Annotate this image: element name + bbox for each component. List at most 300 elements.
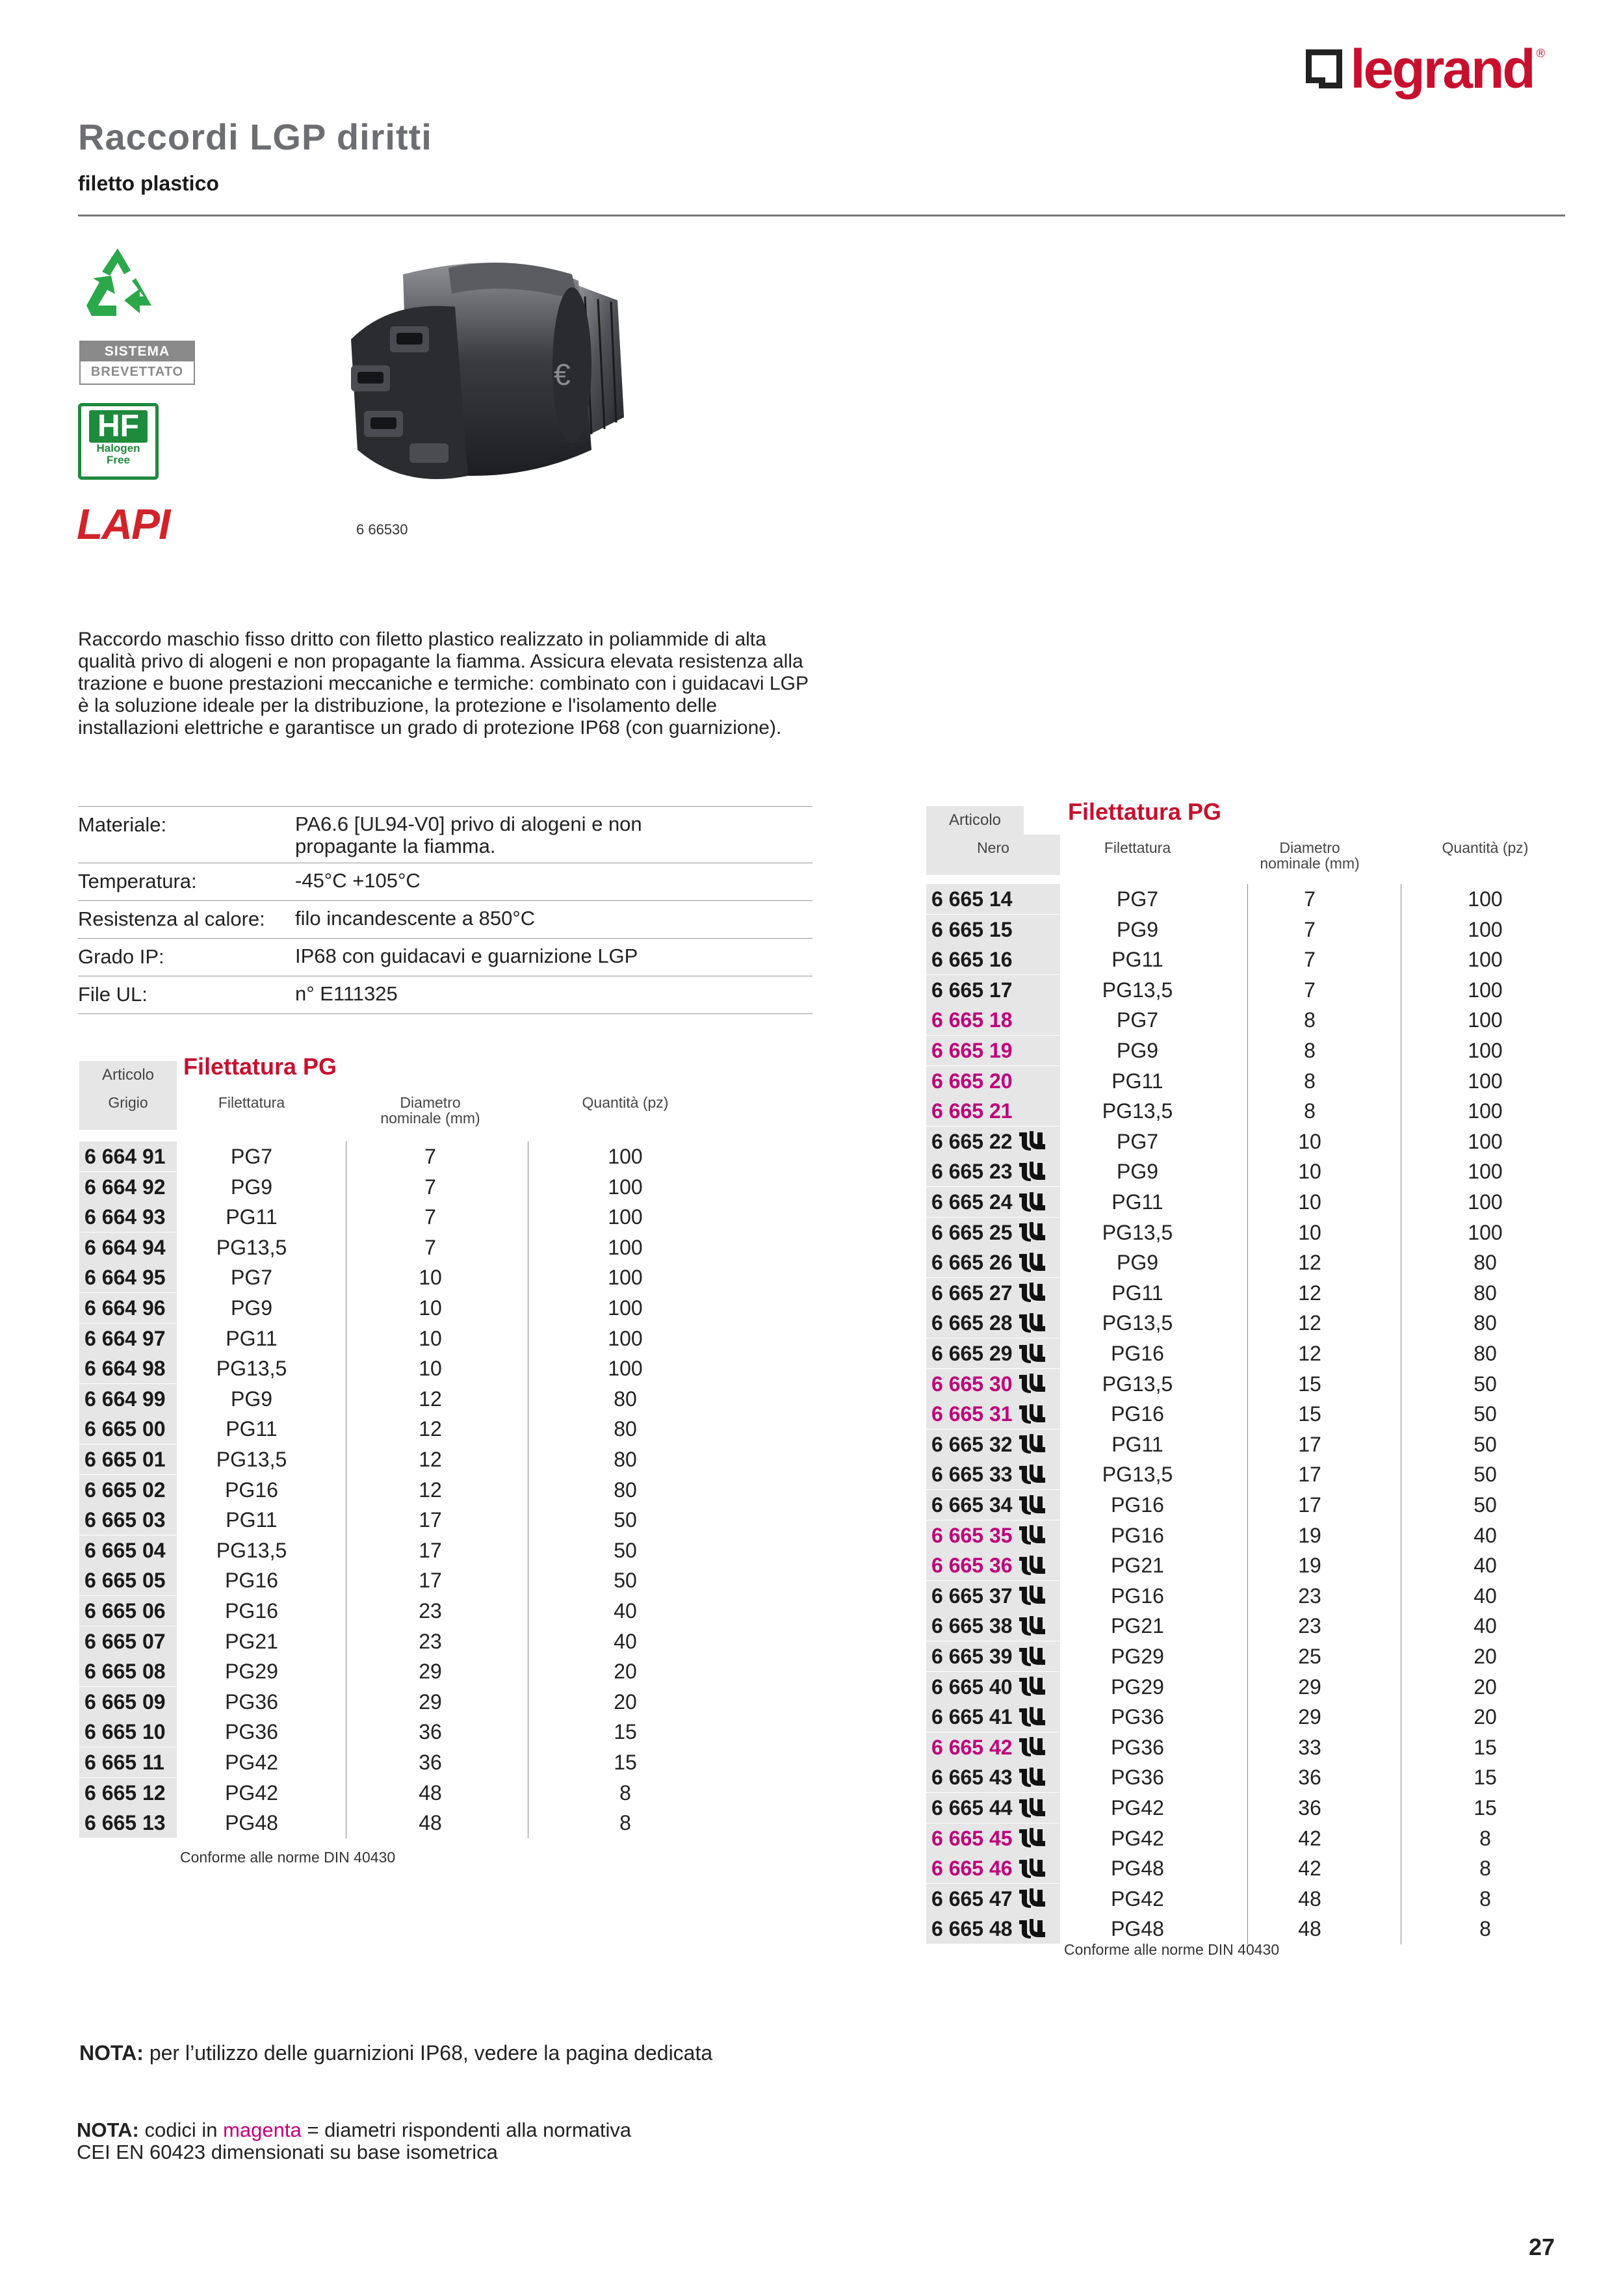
quantity-text: 8: [1479, 1857, 1491, 1881]
ul-recognized-icon: [1018, 1130, 1046, 1152]
quantity-text: 100: [1468, 978, 1503, 1002]
quantity: [567, 1747, 684, 1777]
article-code-text: 6 665 05: [84, 1569, 166, 1593]
quantity-text: 80: [1474, 1281, 1497, 1305]
quantity-text: 100: [1468, 1190, 1503, 1214]
article-code: [79, 1747, 177, 1777]
article-code: [79, 1808, 177, 1838]
article-code-text: 6 664 96: [84, 1296, 166, 1320]
nominal-diameter-text: 7: [1304, 917, 1316, 941]
thread-type-text: PG16: [1111, 1523, 1164, 1547]
table-row: [79, 1778, 690, 1808]
nominal-diameter-text: 8: [1304, 1008, 1316, 1032]
nominal-diameter: [1251, 1520, 1368, 1550]
nominal-diameter-text: 36: [419, 1720, 442, 1744]
article-code: [79, 1778, 177, 1808]
thread-type-text: PG13,5: [216, 1538, 287, 1562]
quantity-text: 15: [1474, 1766, 1497, 1790]
thread-type-text: PG11: [226, 1205, 278, 1229]
article-code-text: 6 665 01: [84, 1448, 166, 1471]
table-row: [79, 1656, 690, 1686]
article-code: [926, 1156, 1060, 1186]
thread-type: [1069, 1550, 1206, 1580]
article-code-text: 6 665 43: [931, 1766, 1013, 1790]
col-header-quantity: Quantità (pz): [1442, 839, 1529, 856]
article-code-text: 6 665 14: [931, 887, 1013, 911]
quantity-text: 100: [1468, 1220, 1503, 1244]
ul-recognized-icon: [1018, 1797, 1046, 1819]
quantity: [567, 1778, 684, 1808]
table-row: [926, 975, 1550, 1005]
nominal-diameter-text: 36: [1298, 1796, 1321, 1820]
nominal-diameter-text: 19: [1298, 1523, 1321, 1547]
nominal-diameter: [378, 1505, 482, 1535]
quantity-text: 100: [608, 1235, 643, 1259]
ul-recognized-icon: [1018, 1736, 1046, 1758]
nominal-diameter-text: 10: [1298, 1129, 1321, 1153]
nominal-diameter: [1251, 1308, 1368, 1338]
ul-recognized-icon: [1018, 1827, 1046, 1849]
recycle-icon: [78, 246, 157, 321]
quantity-text: 100: [1468, 1069, 1503, 1093]
article-code-text: 6 665 29: [931, 1342, 1013, 1365]
spec-key: Materiale:: [78, 813, 167, 836]
registered-mark: ®: [1536, 47, 1545, 60]
thread-type: [1069, 1611, 1206, 1641]
article-code-text: 6 665 17: [931, 978, 1013, 1002]
article-code-text: 6 665 37: [931, 1584, 1013, 1608]
thread-type: [1069, 915, 1206, 945]
quantity-text: 100: [608, 1205, 643, 1229]
quantity: [1420, 1520, 1550, 1550]
thread-type: [1069, 1793, 1206, 1823]
article-code-text: 6 665 31: [931, 1402, 1013, 1426]
hf-label: HF: [89, 410, 148, 443]
article-code-text: 6 665 20: [931, 1069, 1013, 1093]
thread-type: [1069, 1218, 1206, 1247]
page-number: 27: [1529, 2234, 1555, 2260]
quantity-text: 80: [614, 1387, 637, 1411]
svg-text:€: €: [554, 358, 571, 391]
thread-type-text: PG11: [1111, 1069, 1163, 1093]
article-code: [79, 1626, 177, 1656]
article-code: [79, 1656, 177, 1686]
nominal-diameter: [378, 1324, 482, 1353]
article-code-text: 6 665 36: [931, 1554, 1013, 1578]
article-code: [926, 945, 1060, 974]
note-label: NOTA:: [79, 2041, 144, 2065]
thread-type-text: PG11: [226, 1326, 278, 1350]
nominal-diameter: [1251, 1550, 1368, 1580]
thread-type-text: PG21: [225, 1629, 278, 1653]
spec-value: n° E111325: [295, 982, 398, 1005]
nominal-diameter-text: 29: [419, 1660, 442, 1684]
table-row: [79, 1353, 690, 1383]
note-text: = diametri rispondenti alla normativa: [301, 2119, 632, 2141]
ul-recognized-icon: [1018, 1766, 1046, 1788]
table-row: [79, 1324, 690, 1353]
col-header-diameter: Diametro nominale (mm): [1260, 839, 1360, 872]
article-code: [926, 1429, 1060, 1459]
col-header-code: Nero: [926, 835, 1060, 875]
thread-type: [190, 1262, 313, 1292]
quantity: [1420, 1762, 1550, 1792]
article-code: [79, 1353, 177, 1383]
quantity: [1420, 1247, 1550, 1277]
ul-recognized-icon: [1018, 1645, 1046, 1667]
din-note: Conforme alle norme DIN 40430: [180, 1849, 396, 1866]
quantity-text: 100: [608, 1175, 643, 1199]
brand-name: legrand: [1350, 38, 1534, 99]
hf-line2: Free: [107, 454, 130, 466]
article-code-text: 6 665 04: [84, 1538, 166, 1562]
ul-recognized-icon: [1018, 1221, 1046, 1243]
quantity-text: 40: [1474, 1554, 1497, 1578]
ul-recognized-icon: [1018, 1494, 1046, 1516]
nominal-diameter: [1251, 884, 1368, 914]
table-row: [79, 1262, 690, 1292]
thread-type-text: PG7: [230, 1145, 273, 1168]
article-code: [79, 1262, 177, 1292]
thread-type-text: PG13,5: [1102, 1311, 1173, 1335]
nominal-diameter-text: 17: [419, 1508, 442, 1532]
thread-type: [1069, 1308, 1206, 1338]
note-ip68: [79, 2041, 712, 2065]
nominal-diameter-text: 17: [419, 1538, 442, 1562]
quantity: [1420, 1884, 1550, 1914]
table-row: [79, 1444, 690, 1474]
quantity: [1420, 1399, 1550, 1429]
table-row: [926, 1247, 1550, 1277]
quantity: [567, 1293, 684, 1323]
thread-type: [1069, 1369, 1206, 1399]
thread-type-text: PG9: [230, 1387, 273, 1411]
thread-type-text: PG29: [1111, 1645, 1164, 1668]
article-code-text: 6 665 26: [931, 1251, 1013, 1275]
thread-type: [1069, 1641, 1206, 1671]
quantity: [1420, 1823, 1550, 1853]
table-title: Filettatura PG: [183, 1053, 337, 1080]
nominal-diameter-text: 12: [1298, 1311, 1321, 1335]
thread-type-text: PG11: [1111, 1432, 1163, 1456]
nominal-diameter-text: 17: [1298, 1432, 1321, 1456]
quantity: [1420, 1096, 1550, 1126]
nominal-diameter: [1251, 1278, 1368, 1308]
nominal-diameter: [1251, 975, 1368, 1005]
thread-type-text: PG7: [1116, 1008, 1159, 1032]
quantity: [1420, 1036, 1550, 1065]
nominal-diameter: [1251, 1884, 1368, 1914]
article-code: [926, 1308, 1060, 1338]
thread-type-text: PG13,5: [1102, 1372, 1173, 1396]
table-row: [926, 1520, 1550, 1550]
nominal-diameter: [378, 1262, 482, 1292]
article-code: [926, 1187, 1060, 1217]
col-header-thread: Filettatura: [1104, 839, 1171, 856]
nominal-diameter-text: 12: [419, 1387, 442, 1411]
thread-type-text: PG9: [230, 1175, 273, 1199]
quantity: [567, 1626, 684, 1656]
halogen-free-badge: [78, 403, 159, 480]
thread-type: [1069, 884, 1206, 914]
ul-recognized-icon: [1018, 1281, 1046, 1303]
nominal-diameter-text: 42: [1298, 1826, 1321, 1850]
table-row: [926, 1641, 1550, 1671]
article-code-text: 6 665 39: [931, 1645, 1013, 1668]
nominal-diameter-text: 48: [1298, 1917, 1321, 1941]
thread-type: [1069, 1732, 1206, 1762]
nominal-diameter-text: 23: [1298, 1584, 1321, 1608]
nominal-diameter-text: 10: [419, 1357, 442, 1381]
thread-type-text: PG11: [1111, 1281, 1163, 1305]
quantity: [1420, 975, 1550, 1005]
nominal-diameter: [378, 1687, 482, 1717]
table-row: [926, 1550, 1550, 1580]
article-code: [926, 1520, 1060, 1550]
quantity-text: 50: [1474, 1493, 1497, 1517]
nominal-diameter: [378, 1747, 482, 1777]
nominal-diameter: [378, 1778, 482, 1808]
nominal-diameter-text: 23: [1298, 1614, 1321, 1638]
quantity: [567, 1505, 684, 1535]
article-code: [926, 1369, 1060, 1399]
nominal-diameter-text: 42: [1298, 1857, 1321, 1881]
nominal-diameter-text: 7: [424, 1145, 436, 1168]
quantity-text: 50: [1474, 1432, 1497, 1456]
quantity: [1420, 1338, 1550, 1368]
article-code: [926, 1005, 1060, 1035]
article-code: [79, 1687, 177, 1717]
quantity-text: 50: [1474, 1372, 1497, 1396]
nominal-diameter-text: 7: [1304, 887, 1316, 911]
articolo-label: Articolo: [79, 1061, 177, 1089]
quantity-text: 40: [614, 1629, 637, 1653]
ul-recognized-icon: [1018, 1372, 1046, 1394]
quantity: [1420, 1066, 1550, 1096]
quantity: [1420, 1218, 1550, 1247]
thread-type: [1069, 1005, 1206, 1035]
ul-recognized-icon: [1018, 1403, 1046, 1425]
table-row: [79, 1233, 690, 1262]
thread-type-text: PG9: [1116, 917, 1159, 941]
thread-type: [1069, 1581, 1206, 1611]
nominal-diameter: [378, 1565, 482, 1595]
article-code: [926, 1853, 1060, 1883]
ul-recognized-icon: [1018, 1887, 1046, 1909]
article-code-text: 6 665 40: [931, 1675, 1013, 1699]
thread-type: [190, 1778, 313, 1808]
table-row: [79, 1596, 690, 1626]
specs-table: [78, 806, 812, 1014]
quantity: [567, 1414, 684, 1444]
table-row: [926, 1308, 1550, 1338]
quantity: [1420, 1459, 1550, 1489]
quantity-text: 100: [1468, 1099, 1503, 1123]
table-row: [926, 1581, 1550, 1611]
table-row: [926, 915, 1550, 945]
article-code: [926, 1278, 1060, 1308]
quantity: [1420, 1490, 1550, 1520]
thread-type: [190, 1475, 313, 1505]
article-code-text: 6 665 18: [931, 1008, 1013, 1032]
quantity-text: 50: [1474, 1402, 1497, 1426]
ul-recognized-icon: [1018, 1251, 1046, 1273]
thread-type-text: PG13,5: [216, 1357, 287, 1381]
quantity: [567, 1444, 684, 1474]
thread-type: [190, 1565, 313, 1595]
col-header-code: Grigio: [79, 1089, 177, 1130]
quantity: [1420, 1793, 1550, 1823]
nominal-diameter: [378, 1414, 482, 1444]
article-code: [926, 915, 1060, 945]
column-divider: [1247, 884, 1248, 1944]
table-row: [926, 1914, 1550, 1944]
article-code: [926, 1732, 1060, 1762]
nominal-diameter: [378, 1717, 482, 1747]
ul-recognized-icon: [1018, 1615, 1046, 1637]
thread-type: [1069, 1066, 1206, 1096]
nominal-diameter-text: 29: [419, 1689, 442, 1714]
nominal-diameter-text: 12: [1298, 1251, 1321, 1275]
article-code: [926, 1914, 1060, 1944]
article-code: [926, 975, 1060, 1005]
nominal-diameter-text: 12: [419, 1478, 442, 1502]
nominal-diameter: [378, 1172, 482, 1202]
quantity: [1420, 1853, 1550, 1883]
quantity: [567, 1656, 684, 1686]
patent-line1: SISTEMA: [81, 342, 194, 361]
nominal-diameter: [1251, 1247, 1368, 1277]
thread-type-text: PG11: [1111, 948, 1163, 972]
note-line2: CEI EN 60423 dimensionati su base isometrica: [77, 2141, 498, 2163]
article-code: [926, 1338, 1060, 1368]
quantity-text: 100: [608, 1326, 643, 1350]
article-code: [926, 1581, 1060, 1611]
article-code: [79, 1717, 177, 1747]
nominal-diameter-text: 29: [1298, 1705, 1321, 1729]
thread-type: [190, 1656, 313, 1686]
table-row: [926, 1278, 1550, 1308]
ul-recognized-icon: [1018, 1160, 1046, 1182]
nominal-diameter: [378, 1141, 482, 1171]
thread-type: [1069, 1429, 1206, 1459]
article-code-text: 6 664 99: [84, 1387, 166, 1411]
nominal-diameter-text: 15: [1298, 1372, 1321, 1396]
table-row: [926, 1005, 1550, 1035]
article-code: [79, 1233, 177, 1262]
note-magenta-word: magenta: [223, 2119, 302, 2141]
note-label: NOTA:: [77, 2119, 139, 2141]
article-code: [926, 1550, 1060, 1580]
nominal-diameter: [378, 1596, 482, 1626]
note-text: per l’utilizzo delle guarnizioni IP68, vedere la pagina dedicata: [143, 2041, 713, 2065]
quantity: [1420, 1914, 1550, 1944]
article-code: [79, 1535, 177, 1565]
quantity: [1420, 1550, 1550, 1580]
thread-type: [190, 1353, 313, 1383]
table-row: [926, 945, 1550, 974]
quantity-text: 100: [608, 1296, 643, 1320]
ul-recognized-icon: [1018, 1463, 1046, 1485]
header-divider: [78, 215, 1565, 216]
nominal-diameter: [1251, 1338, 1368, 1368]
table-row: [79, 1626, 690, 1656]
article-code-text: 6 665 06: [84, 1599, 166, 1623]
note-magenta: [77, 2119, 631, 2163]
spec-row: [78, 901, 812, 939]
thread-type-text: PG16: [1111, 1493, 1164, 1517]
hf-line1: Halogen: [96, 442, 140, 454]
article-code-text: 6 665 12: [84, 1781, 166, 1805]
ul-recognized-icon: [1018, 1312, 1046, 1334]
nominal-diameter: [378, 1626, 482, 1656]
nominal-diameter: [1251, 1853, 1368, 1883]
quantity: [1420, 1641, 1550, 1671]
thread-type: [1069, 1127, 1206, 1156]
article-code-text: 6 665 08: [84, 1660, 166, 1684]
quantity-text: 100: [1468, 1129, 1503, 1153]
thread-type: [1069, 1096, 1206, 1126]
spec-key: File UL:: [78, 983, 148, 1006]
thread-type: [1069, 1762, 1206, 1792]
nominal-diameter: [1251, 1914, 1368, 1944]
thread-type: [1069, 1914, 1206, 1944]
ul-recognized-icon: [1018, 1554, 1046, 1576]
thread-type: [1069, 1036, 1206, 1065]
thread-type: [1069, 1520, 1206, 1550]
din-note: Conforme alle norme DIN 40430: [1064, 1941, 1280, 1958]
nominal-diameter-text: 12: [1298, 1342, 1321, 1365]
quantity: [1420, 1127, 1550, 1156]
nominal-diameter-text: 10: [419, 1326, 442, 1350]
quantity-text: 80: [1474, 1251, 1497, 1275]
thread-type-text: PG7: [1116, 1129, 1159, 1153]
thread-type-text: PG36: [225, 1720, 278, 1744]
nominal-diameter-text: 17: [1298, 1463, 1321, 1487]
quantity-text: 100: [1468, 887, 1503, 911]
thread-type-text: PG42: [225, 1751, 278, 1774]
quantity-text: 100: [608, 1357, 643, 1381]
nominal-diameter-text: 12: [419, 1417, 442, 1441]
spec-row: [78, 939, 812, 976]
nominal-diameter-text: 48: [419, 1781, 442, 1805]
article-code-text: 6 665 11: [84, 1751, 164, 1774]
spec-row: [78, 863, 812, 901]
quantity: [567, 1475, 684, 1505]
article-code-text: 6 665 16: [931, 948, 1013, 972]
thread-type-text: PG11: [226, 1508, 278, 1532]
table-row: [926, 1672, 1550, 1702]
quantity: [1420, 945, 1550, 974]
nominal-diameter: [1251, 1611, 1368, 1641]
article-code: [79, 1565, 177, 1595]
thread-type: [190, 1414, 313, 1444]
nominal-diameter-text: 25: [1298, 1645, 1321, 1668]
nominal-diameter-text: 7: [424, 1175, 436, 1199]
ul-recognized-icon: [1018, 1706, 1046, 1728]
nominal-diameter-text: 15: [1298, 1402, 1321, 1426]
nominal-diameter: [1251, 1490, 1368, 1520]
thread-type: [190, 1141, 313, 1171]
thread-type-text: PG9: [1116, 1160, 1159, 1184]
quantity-text: 80: [1474, 1311, 1497, 1335]
quantity-text: 50: [614, 1538, 637, 1562]
article-code-text: 6 664 95: [84, 1266, 166, 1290]
article-code-text: 6 665 45: [931, 1826, 1013, 1850]
quantity-text: 15: [1474, 1735, 1497, 1759]
thread-type-text: PG36: [225, 1689, 278, 1714]
article-code: [79, 1384, 177, 1414]
